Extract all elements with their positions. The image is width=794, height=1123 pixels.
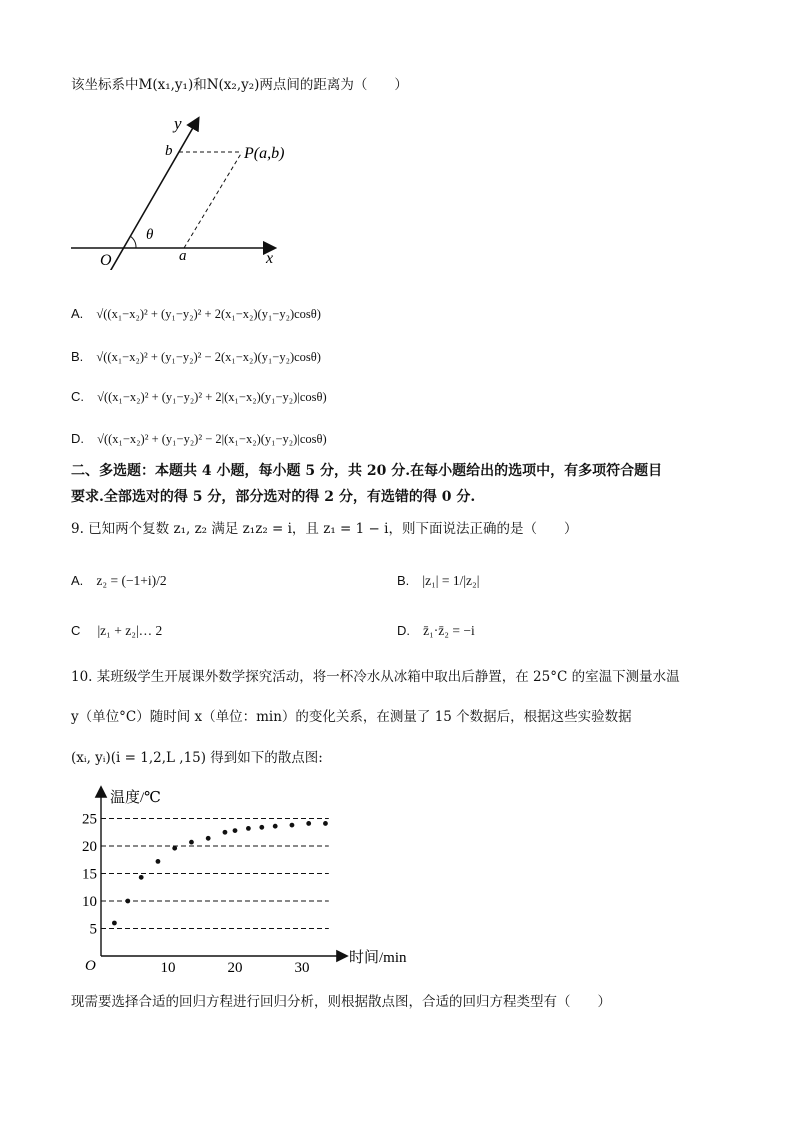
b-label: b (165, 143, 173, 159)
oblique-coordinate-figure (66, 112, 306, 270)
x-tick-label: 10 (160, 960, 176, 972)
data-point (306, 821, 311, 826)
data-point (246, 826, 251, 831)
q9-option-d[interactable] (397, 620, 475, 639)
point-p-label: P(a,b) (244, 145, 285, 162)
data-point (156, 859, 161, 864)
option-text: |z₁ + z₂|… 2 (97, 623, 163, 638)
option-text: √((x₁−x₂)² + (y₁−y₂)² − 2|(x₁−x₂)(y₁−y₂)|cosθ) (97, 432, 327, 446)
q9-option-a[interactable] (71, 570, 167, 589)
x-tick-label: 20 (227, 960, 243, 972)
data-point (189, 840, 194, 845)
y-axis-label: y (174, 114, 182, 133)
x-axis-label: 时间/min (349, 950, 407, 966)
x-tick-label: 30 (294, 960, 310, 972)
option-label: D. (71, 431, 84, 446)
section-heading-line1: 二、多选题：本题共 4 小题，每小题 5 分，共 20 分.在每小题给出的选项中，有多项符合题目 (71, 463, 663, 479)
dashed-a-to-p (184, 152, 242, 248)
scatter-plot (70, 780, 440, 972)
data-point (259, 825, 264, 830)
option-text: z̄₁·z̄₂ = −i (423, 623, 475, 638)
option-text: |z₁| = 1/|z₂| (422, 573, 480, 588)
q9-option-b[interactable] (397, 570, 479, 589)
q9-stem: 9. 已知两个复数 z₁, z₂ 满足 z₁z₂ = i，且 z₁ = 1 − i，则下面说法正确的是（ ） (71, 521, 578, 537)
option-label: C. (71, 389, 84, 404)
data-point (206, 836, 211, 841)
option-label: B. (71, 349, 84, 364)
q10-line2: y（单位°C）随时间 x（单位：min）的变化关系，在测量了 15 个数据后，根据这些实验数据 (71, 709, 632, 725)
y-tick-label: 10 (82, 894, 97, 910)
q8-option-a[interactable] (71, 303, 321, 322)
data-point (139, 875, 144, 880)
data-point (112, 921, 117, 926)
origin-label: O (85, 958, 96, 972)
q10-line3: (xᵢ, yᵢ)(i = 1,2,L ,15) 得到如下的散点图: (71, 750, 323, 766)
origin-label: O (100, 252, 112, 269)
y-tick-label: 25 (82, 811, 97, 828)
q9-option-c[interactable] (71, 620, 162, 639)
option-text: √((x₁−x₂)² + (y₁−y₂)² + 2|(x₁−x₂)(y₁−y₂)|cosθ) (97, 390, 327, 404)
data-point (172, 846, 177, 851)
data-point (223, 830, 228, 835)
option-text: √((x₁−x₂)² + (y₁−y₂)² − 2(x₁−x₂)(y₁−y₂)cosθ) (96, 350, 321, 364)
q8-option-d[interactable] (71, 428, 327, 447)
data-point (290, 823, 295, 828)
section-heading-line2: 要求.全部选对的得 5 分，部分选对的得 2 分，有选错的得 0 分. (71, 489, 476, 505)
x-axis-label: x (266, 250, 274, 267)
y-axis-label: 温度/℃ (110, 790, 161, 806)
option-text: √((x₁−x₂)² + (y₁−y₂)² + 2(x₁−x₂)(y₁−y₂)cosθ) (96, 307, 321, 321)
a-label: a (179, 248, 187, 264)
q10-after-chart: 现需要选择合适的回归方程进行回归分析，则根据散点图，合适的回归方程类型有（ ） (71, 994, 611, 1010)
data-point (233, 828, 238, 833)
data-point (273, 824, 278, 829)
option-label: D. (397, 623, 410, 638)
option-text: z₂ = (−1+i)/2 (96, 573, 167, 588)
q10-line1: 10. 某班级学生开展课外数学探究活动，将一杯冷水从冰箱中取出后静置，在 25°C 的室温下测量水温 (71, 669, 680, 685)
q8-option-b[interactable] (71, 346, 321, 365)
option-label: A. (71, 573, 84, 588)
option-label: A. (71, 306, 84, 321)
data-point (323, 821, 328, 826)
data-point (125, 899, 130, 904)
q8-stem: 该坐标系中M(x₁,y₁)和N(x₂,y₂)两点间的距离为（ ） (71, 77, 408, 93)
y-tick-label: 5 (89, 921, 97, 938)
option-label: C (71, 623, 81, 638)
theta-arc (130, 236, 136, 248)
option-label: B. (397, 573, 410, 588)
theta-label: θ (146, 227, 154, 243)
y-tick-label: 15 (82, 866, 97, 883)
q8-option-c[interactable] (71, 386, 327, 405)
y-tick-label: 20 (82, 839, 97, 855)
